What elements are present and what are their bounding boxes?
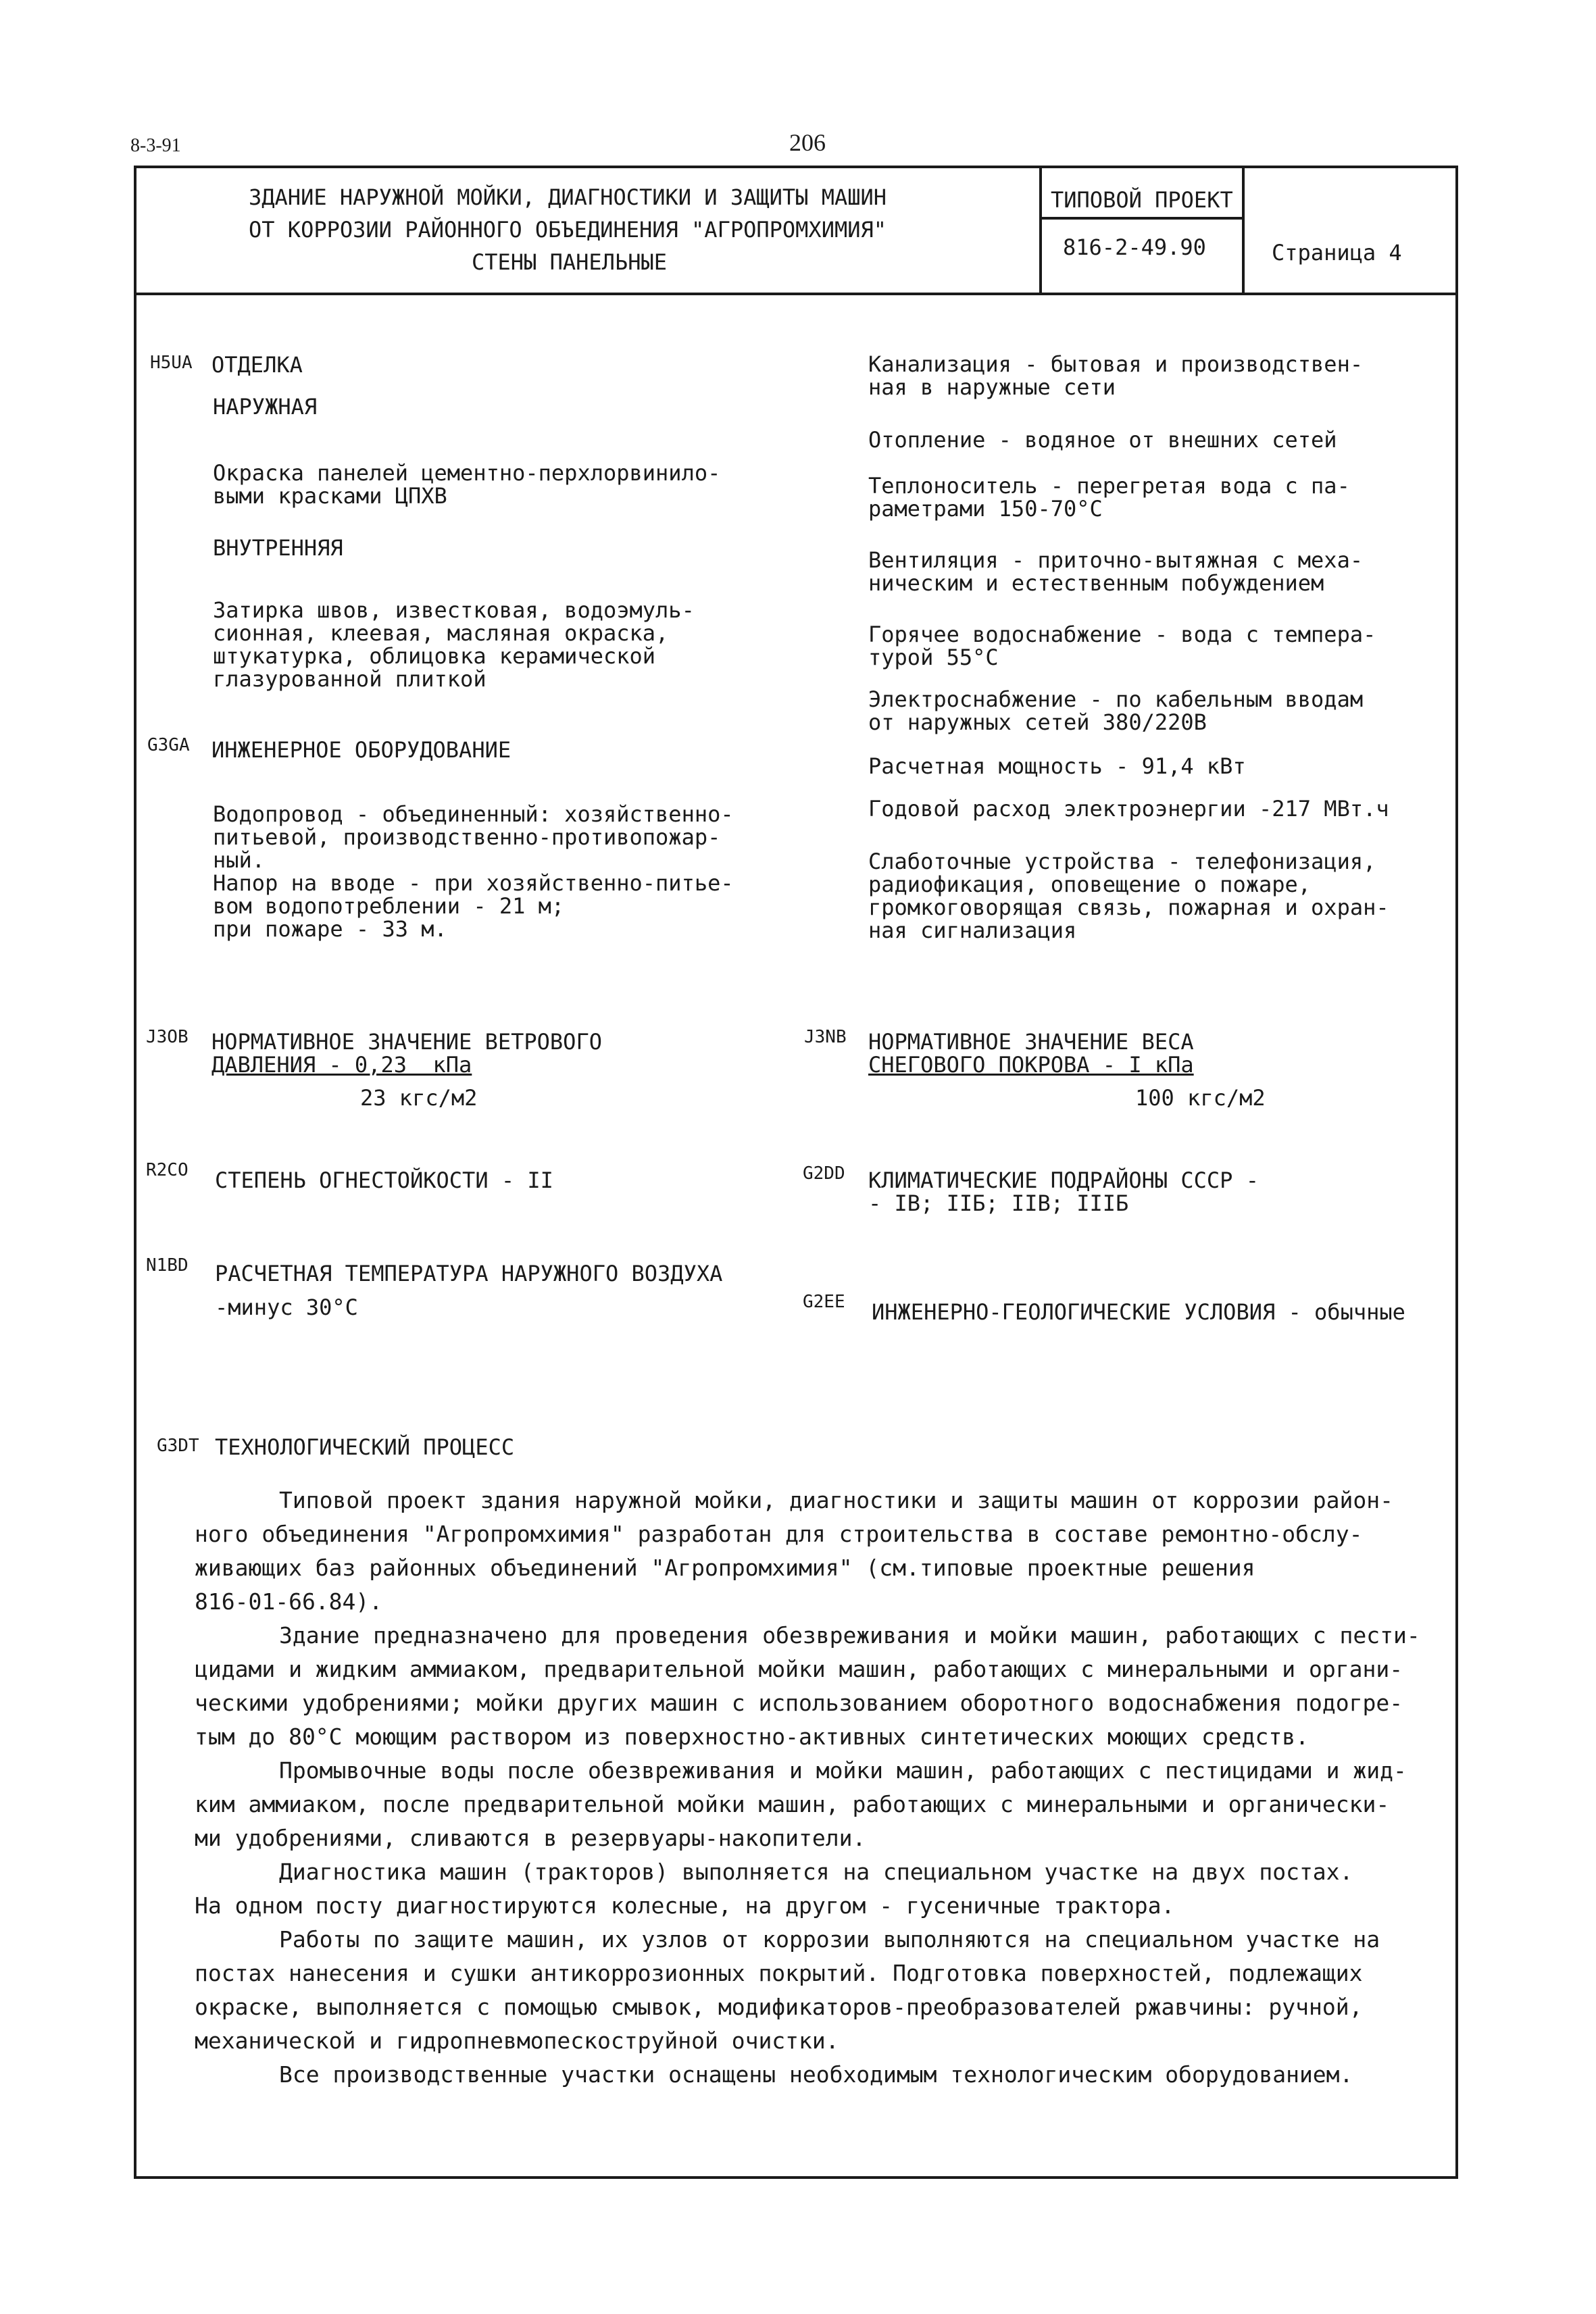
ventilation-line-1: Вентиляция - приточно-вытяжная с меха- — [868, 547, 1364, 573]
wind-line-1: НОРМАТИВНОЕ ЗНАЧЕНИЕ ВЕТРОВОГО — [211, 1029, 602, 1055]
temperature-line-2: -минус 30°С — [215, 1294, 358, 1320]
finish-outer-line-1: Окраска панелей цементно-перхлорвинило- — [213, 460, 721, 486]
wind-line-2: ДАВЛЕНИЯ - 0,23 кПа — [211, 1052, 472, 1078]
process-line-11: ми удобрениями, сливаются в резервуары-накопители. — [195, 1825, 866, 1851]
process-line-7: ческими удобрениями; мойки других машин с использованием оборотного водоснабжения подогре- — [195, 1690, 1403, 1716]
process-line-10: ким аммиаком, после предварительной мойки машин, работающих с минеральными и органически- — [195, 1791, 1390, 1817]
page-stamp: 8-3-91 — [130, 135, 181, 156]
temperature-line-1: РАСЧЕТНАЯ ТЕМПЕРАТУРА НАРУЖНОГО ВОЗДУХА — [215, 1261, 723, 1286]
temperature-code: N1BD — [146, 1255, 189, 1276]
snow-line-3: 100 кгс/м2 — [1135, 1085, 1266, 1111]
process-heading: ТЕХНОЛОГИЧЕСКИЙ ПРОЦЕСС — [215, 1434, 515, 1460]
process-line-13: На одном посту диагностируются колесные, на другом - гусеничные трактора. — [195, 1892, 1175, 1919]
engineering-line-4: Напор на вводе - при хозяйственно-питье- — [213, 870, 734, 896]
page-label: Страница 4 — [1272, 240, 1402, 266]
process-line-5: Здание предназначено для проведения обезвреживания и мойки машин, работающих с пести- — [279, 1622, 1420, 1649]
fire-code: R2CO — [146, 1160, 189, 1180]
process-line-9: Промывочные воды после обезвреживания и мойки машин, работающих с пестицидами и жид- — [279, 1757, 1407, 1784]
capacity-line: Расчетная мощность - 91,4 кВт — [868, 753, 1246, 779]
process-line-8: тым до 80°С моющим раствором из поверхностно-активных синтетических моющих средств. — [195, 1724, 1310, 1750]
ventilation-line-2: ническим и естественным побуждением — [868, 570, 1324, 596]
lowcurrent-line-1: Слаботочные устройства - телефонизация, — [868, 849, 1376, 874]
process-line-4: 816-01-66.84). — [195, 1588, 383, 1615]
finish-outer-line-2: выми красками ЦПХВ — [213, 483, 447, 509]
lowcurrent-line-3: громкоговорящая связь, пожарная и охран- — [868, 895, 1389, 920]
climate-line-2: - IВ; IIБ; IIВ; IIIБ — [868, 1190, 1129, 1216]
engineering-code: G3GA — [147, 735, 190, 755]
engineering-line-5: вом водопотреблении - 21 м; — [213, 893, 565, 919]
climate-code: G2DD — [803, 1163, 845, 1184]
lowcurrent-line-4: ная сигнализация — [868, 917, 1077, 943]
process-line-6: цидами и жидким аммиаком, предварительной мойки машин, работающих с минеральными и органи- — [195, 1656, 1403, 1682]
snow-code: J3NB — [804, 1027, 847, 1047]
finish-inner-line-4: глазурованной плиткой — [213, 666, 487, 692]
fire-text: СТЕПЕНЬ ОГНЕСТОЙКОСТИ - II — [215, 1167, 553, 1193]
process-line-16: окраске, выполняется с помощью смывок, модификаторов-преобразователей ржавчины: ручной, — [195, 1994, 1363, 2020]
engineering-line-2: питьевой, производственно-противопожар- — [213, 824, 721, 850]
title-line-3: СТЕНЫ ПАНЕЛЬНЫЕ — [472, 249, 667, 275]
geology-text: ИНЖЕНЕРНО-ГЕОЛОГИЧЕСКИЕ УСЛОВИЯ - обычные — [872, 1299, 1405, 1325]
climate-line-1: КЛИМАТИЧЕСКИЕ ПОДРАЙОНЫ СССР - — [868, 1167, 1259, 1193]
coolant-line-2: раметрами 150-70°С — [868, 496, 1103, 522]
process-line-1: Типовой проект здания наружной мойки, диагностики и защиты машин от коррозии район- — [279, 1487, 1394, 1513]
finish-inner-heading: ВНУТРЕННЯЯ — [213, 535, 343, 561]
project-number: 816-2-49.90 — [1063, 234, 1206, 260]
snow-line-1: НОРМАТИВНОЕ ЗНАЧЕНИЕ ВЕСА — [868, 1029, 1194, 1055]
snow-line-2: СНЕГОВОГО ПОКРОВА - I кПа — [868, 1052, 1194, 1078]
title-line-2: ОТ КОРРОЗИИ РАЙОННОГО ОБЪЕДИНЕНИЯ "АГРОПРОМХИМИЯ" — [249, 217, 887, 243]
finish-inner-line-1: Затирка швов, известковая, водоэмуль- — [213, 597, 695, 623]
finish-inner-line-3: штукатурка, облицовка керамической — [213, 643, 656, 669]
engineering-line-6: при пожаре - 33 м. — [213, 916, 447, 942]
coolant-line-1: Теплоноситель - перегретая вода с па- — [868, 473, 1350, 499]
project-label: ТИПОВОЙ ПРОЕКТ — [1051, 187, 1233, 213]
power-line-2: от наружных сетей 380/220В — [868, 709, 1207, 735]
power-line-1: Электроснабжение - по кабельным вводам — [868, 686, 1364, 712]
wind-line-3: 23 кгс/м2 — [360, 1085, 478, 1111]
process-line-15: постах нанесения и сушки антикоррозионных покрытий. Подготовка поверхностей, подлежащих — [195, 1960, 1363, 1986]
finish-code: H5UA — [150, 353, 193, 373]
page-number: 206 — [789, 129, 826, 156]
hotwater-line-2: турой 55°С — [868, 645, 999, 670]
sewerage-line-2: ная в наружные сети — [868, 374, 1116, 400]
finish-inner-line-2: сионная, клеевая, масляная окраска, — [213, 620, 669, 646]
engineering-heading: ИНЖЕНЕРНОЕ ОБОРУДОВАНИЕ — [211, 737, 512, 763]
process-code: G3DT — [157, 1436, 199, 1456]
engineering-line-1: Водопровод - объединенный: хозяйственно- — [213, 801, 734, 827]
heating-line: Отопление - водяное от внешних сетей — [868, 427, 1337, 453]
hotwater-line-1: Горячее водоснабжение - вода с темпера- — [868, 622, 1376, 647]
finish-outer-heading: НАРУЖНАЯ — [213, 394, 318, 420]
process-line-14: Работы по защите машин, их узлов от коррозии выполняются на специальном участке на — [279, 1926, 1380, 1953]
finish-heading: ОТДЕЛКА — [211, 352, 303, 378]
engineering-line-3: ный. — [213, 847, 266, 873]
title-block — [134, 166, 1458, 295]
geology-code: G2EE — [803, 1292, 845, 1312]
process-line-18: Все производственные участки оснащены необходимым технологическим оборудованием. — [279, 2061, 1353, 2088]
title-line-1: ЗДАНИЕ НАРУЖНОЙ МОЙКИ, ДИАГНОСТИКИ И ЗАЩИТЫ МАШИН — [249, 184, 887, 210]
process-line-2: ного объединения "Агропромхимия" разработан для строительства в составе ремонтно-обслу- — [195, 1521, 1363, 1547]
lowcurrent-line-2: радиофикация, оповещение о пожаре, — [868, 872, 1312, 897]
wind-code: J3OB — [146, 1027, 189, 1047]
process-line-12: Диагностика машин (тракторов) выполняется на специальном участке на двух постах. — [279, 1859, 1353, 1885]
process-line-3: живающих баз районных объединений "Агропромхимия" (см.типовые проектные решения — [195, 1555, 1255, 1581]
process-line-17: механической и гидропневмопескоструйной очистки. — [195, 2028, 839, 2054]
annual-consumption-line: Годовой расход электроэнергии -217 МВт.ч — [868, 796, 1389, 822]
sewerage-line-1: Канализация - бытовая и производствен- — [868, 351, 1364, 377]
